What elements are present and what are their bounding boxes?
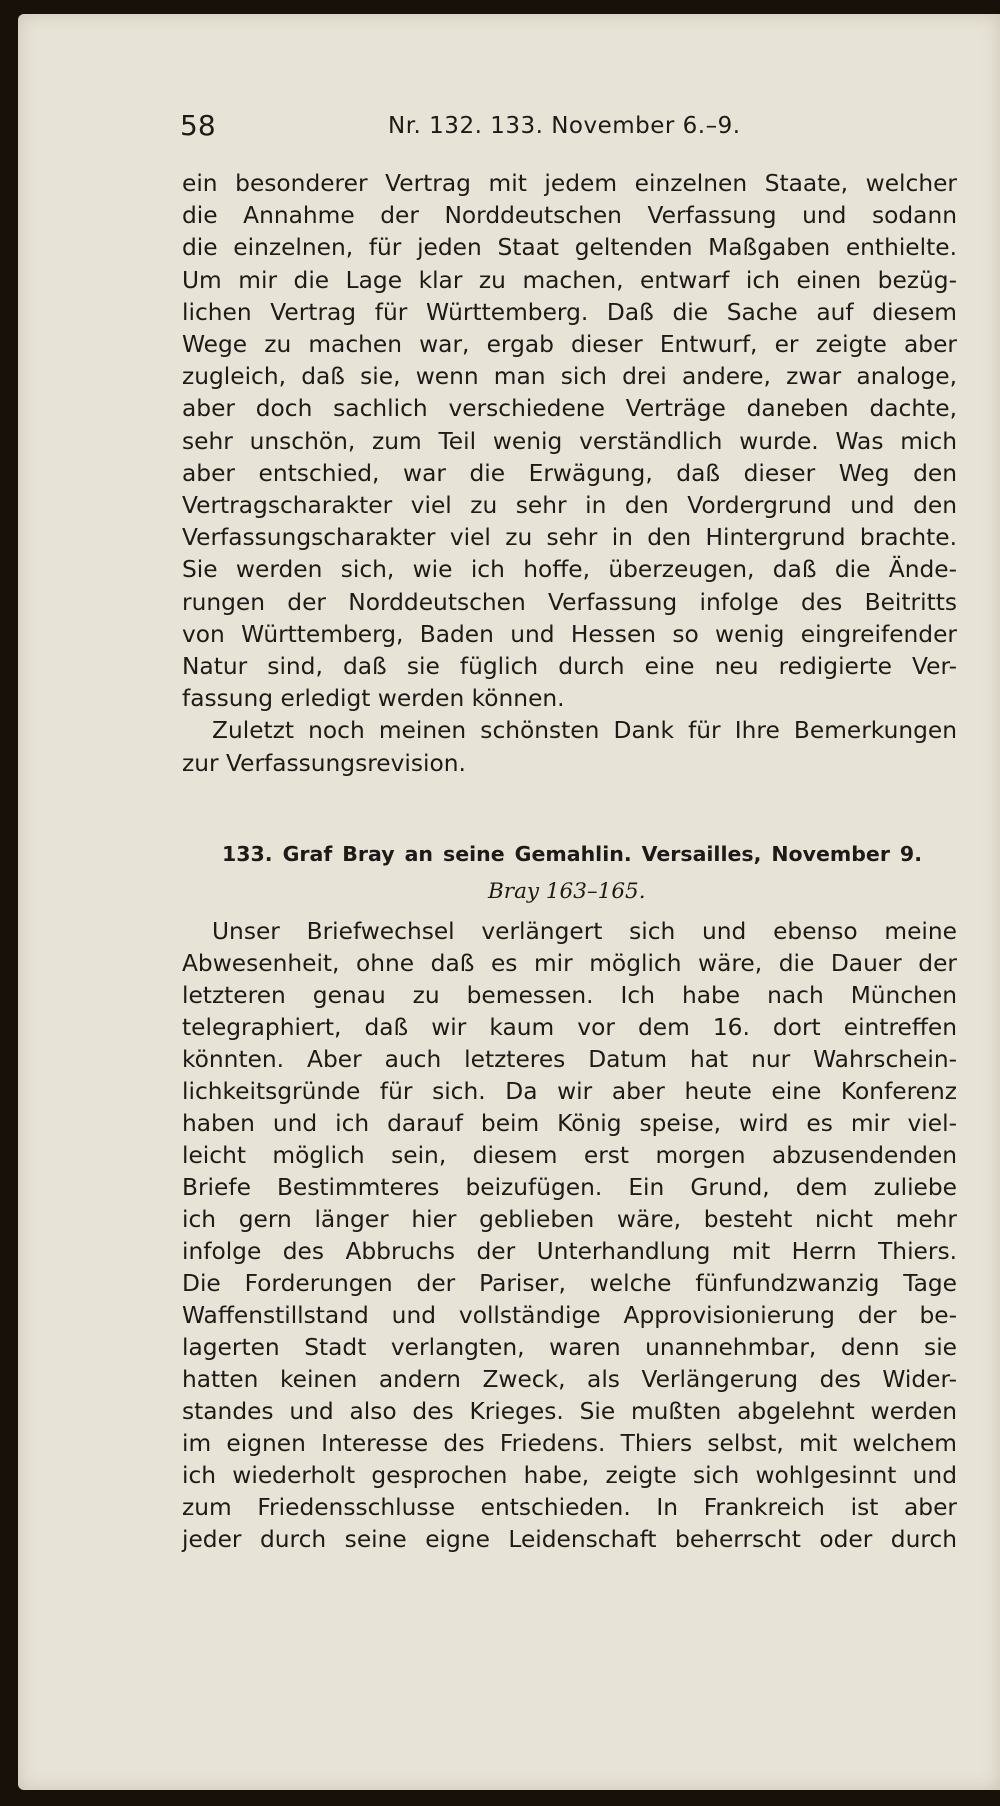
text-line: aber entschied, war die Erwägung, daß dieser Weg den [182,460,957,487]
page-number: 58 [180,109,216,142]
text-line: von Württemberg, Baden und Hessen so wenig eingreifender [182,621,957,648]
section-heading: 133. Graf Bray an seine Gemahlin. Versailles, November 9. [222,842,922,866]
text-line: ich wiederholt gesprochen habe, zeigte sich wohlgesinnt und [182,1462,957,1489]
text-line: ein besonderer Vertrag mit jedem einzelnen Staate, welcher [182,170,957,197]
text-line: standes und also des Krieges. Sie mußten abgelehnt werden [182,1398,957,1425]
text-line: Natur sind, daß sie füglich durch eine neu redigierte Ver- [182,653,957,680]
text-line: im eignen Interesse des Friedens. Thiers selbst, mit welchem [182,1430,957,1457]
text-line: leicht möglich sein, diesem erst morgen abzusendenden [182,1142,957,1169]
text-line: fassung erledigt werden können. [182,685,565,712]
text-line: jeder durch seine eigne Leidenschaft beherrscht oder durch [182,1526,957,1553]
text-line: Waffenstillstand und vollständige Approvisionierung der be- [182,1302,957,1329]
running-head: Nr. 132. 133. November 6.–9. [388,113,741,139]
text-line: Abwesenheit, ohne daß es mir möglich wäre, die Dauer der [182,950,957,977]
text-line: Vertragscharakter viel zu sehr in den Vordergrund und den [182,492,957,519]
text-line: zur Verfassungsrevision. [182,750,466,777]
text-line: Wege zu machen war, ergab dieser Entwurf, er zeigte aber [182,331,957,358]
text-line: zugleich, daß sie, wenn man sich drei andere, zwar analoge, [182,363,957,390]
text-line: Unser Briefwechsel verlängert sich und ebenso meine [212,918,957,945]
text-line: lagerten Stadt verlangten, waren unannehmbar, denn sie [182,1334,957,1361]
text-line: die einzelnen, für jeden Staat geltenden Maßgaben enthielte. [182,234,957,261]
text-line: hatten keinen andern Zweck, als Verlängerung des Wider- [182,1366,957,1393]
text-line: die Annahme der Norddeutschen Verfassung und sodann [182,202,957,229]
text-line: telegraphiert, daß wir kaum vor dem 16. dort eintreffen [182,1014,957,1041]
text-line: lichen Vertrag für Württemberg. Daß die Sache auf diesem [182,299,957,326]
text-line: zum Friedensschlusse entschieden. In Frankreich ist aber [182,1494,957,1521]
text-line: haben und ich darauf beim König speise, wird es mir viel- [182,1110,957,1137]
text-line: Zuletzt noch meinen schönsten Dank für Ihre Bemerkungen [212,717,957,744]
text-line: Briefe Bestimmteres beizufügen. Ein Grund, dem zuliebe [182,1174,957,1201]
text-line: aber doch sachlich verschiedene Verträge daneben dachte, [182,395,957,422]
text-line: sehr unschön, zum Teil wenig verständlich wurde. Was mich [182,428,957,455]
text-line: rungen der Norddeutschen Verfassung infolge des Beitritts [182,589,957,616]
text-line: infolge des Abbruchs der Unterhandlung mit Herrn Thiers. [182,1238,957,1265]
text-line: Verfassungscharakter viel zu sehr in den Hintergrund brachte. [182,524,957,551]
text-line: könnten. Aber auch letzteres Datum hat nur Wahrschein- [182,1046,957,1073]
text-line: Um mir die Lage klar zu machen, entwarf ich einen bezüg- [182,267,957,294]
text-line: lichkeitsgründe für sich. Da wir aber heute eine Konferenz [182,1078,957,1105]
text-line: Die Forderungen der Pariser, welche fünfundzwanzig Tage [182,1270,957,1297]
text-line: ich gern länger hier geblieben wäre, besteht nicht mehr [182,1206,957,1233]
source-reference: Bray 163–165. [488,879,646,904]
page-header [180,108,960,144]
text-line: Sie werden sich, wie ich hoffe, überzeugen, daß die Ände- [182,556,957,583]
text-line: letzteren genau zu bemessen. Ich habe nach München [182,982,957,1009]
